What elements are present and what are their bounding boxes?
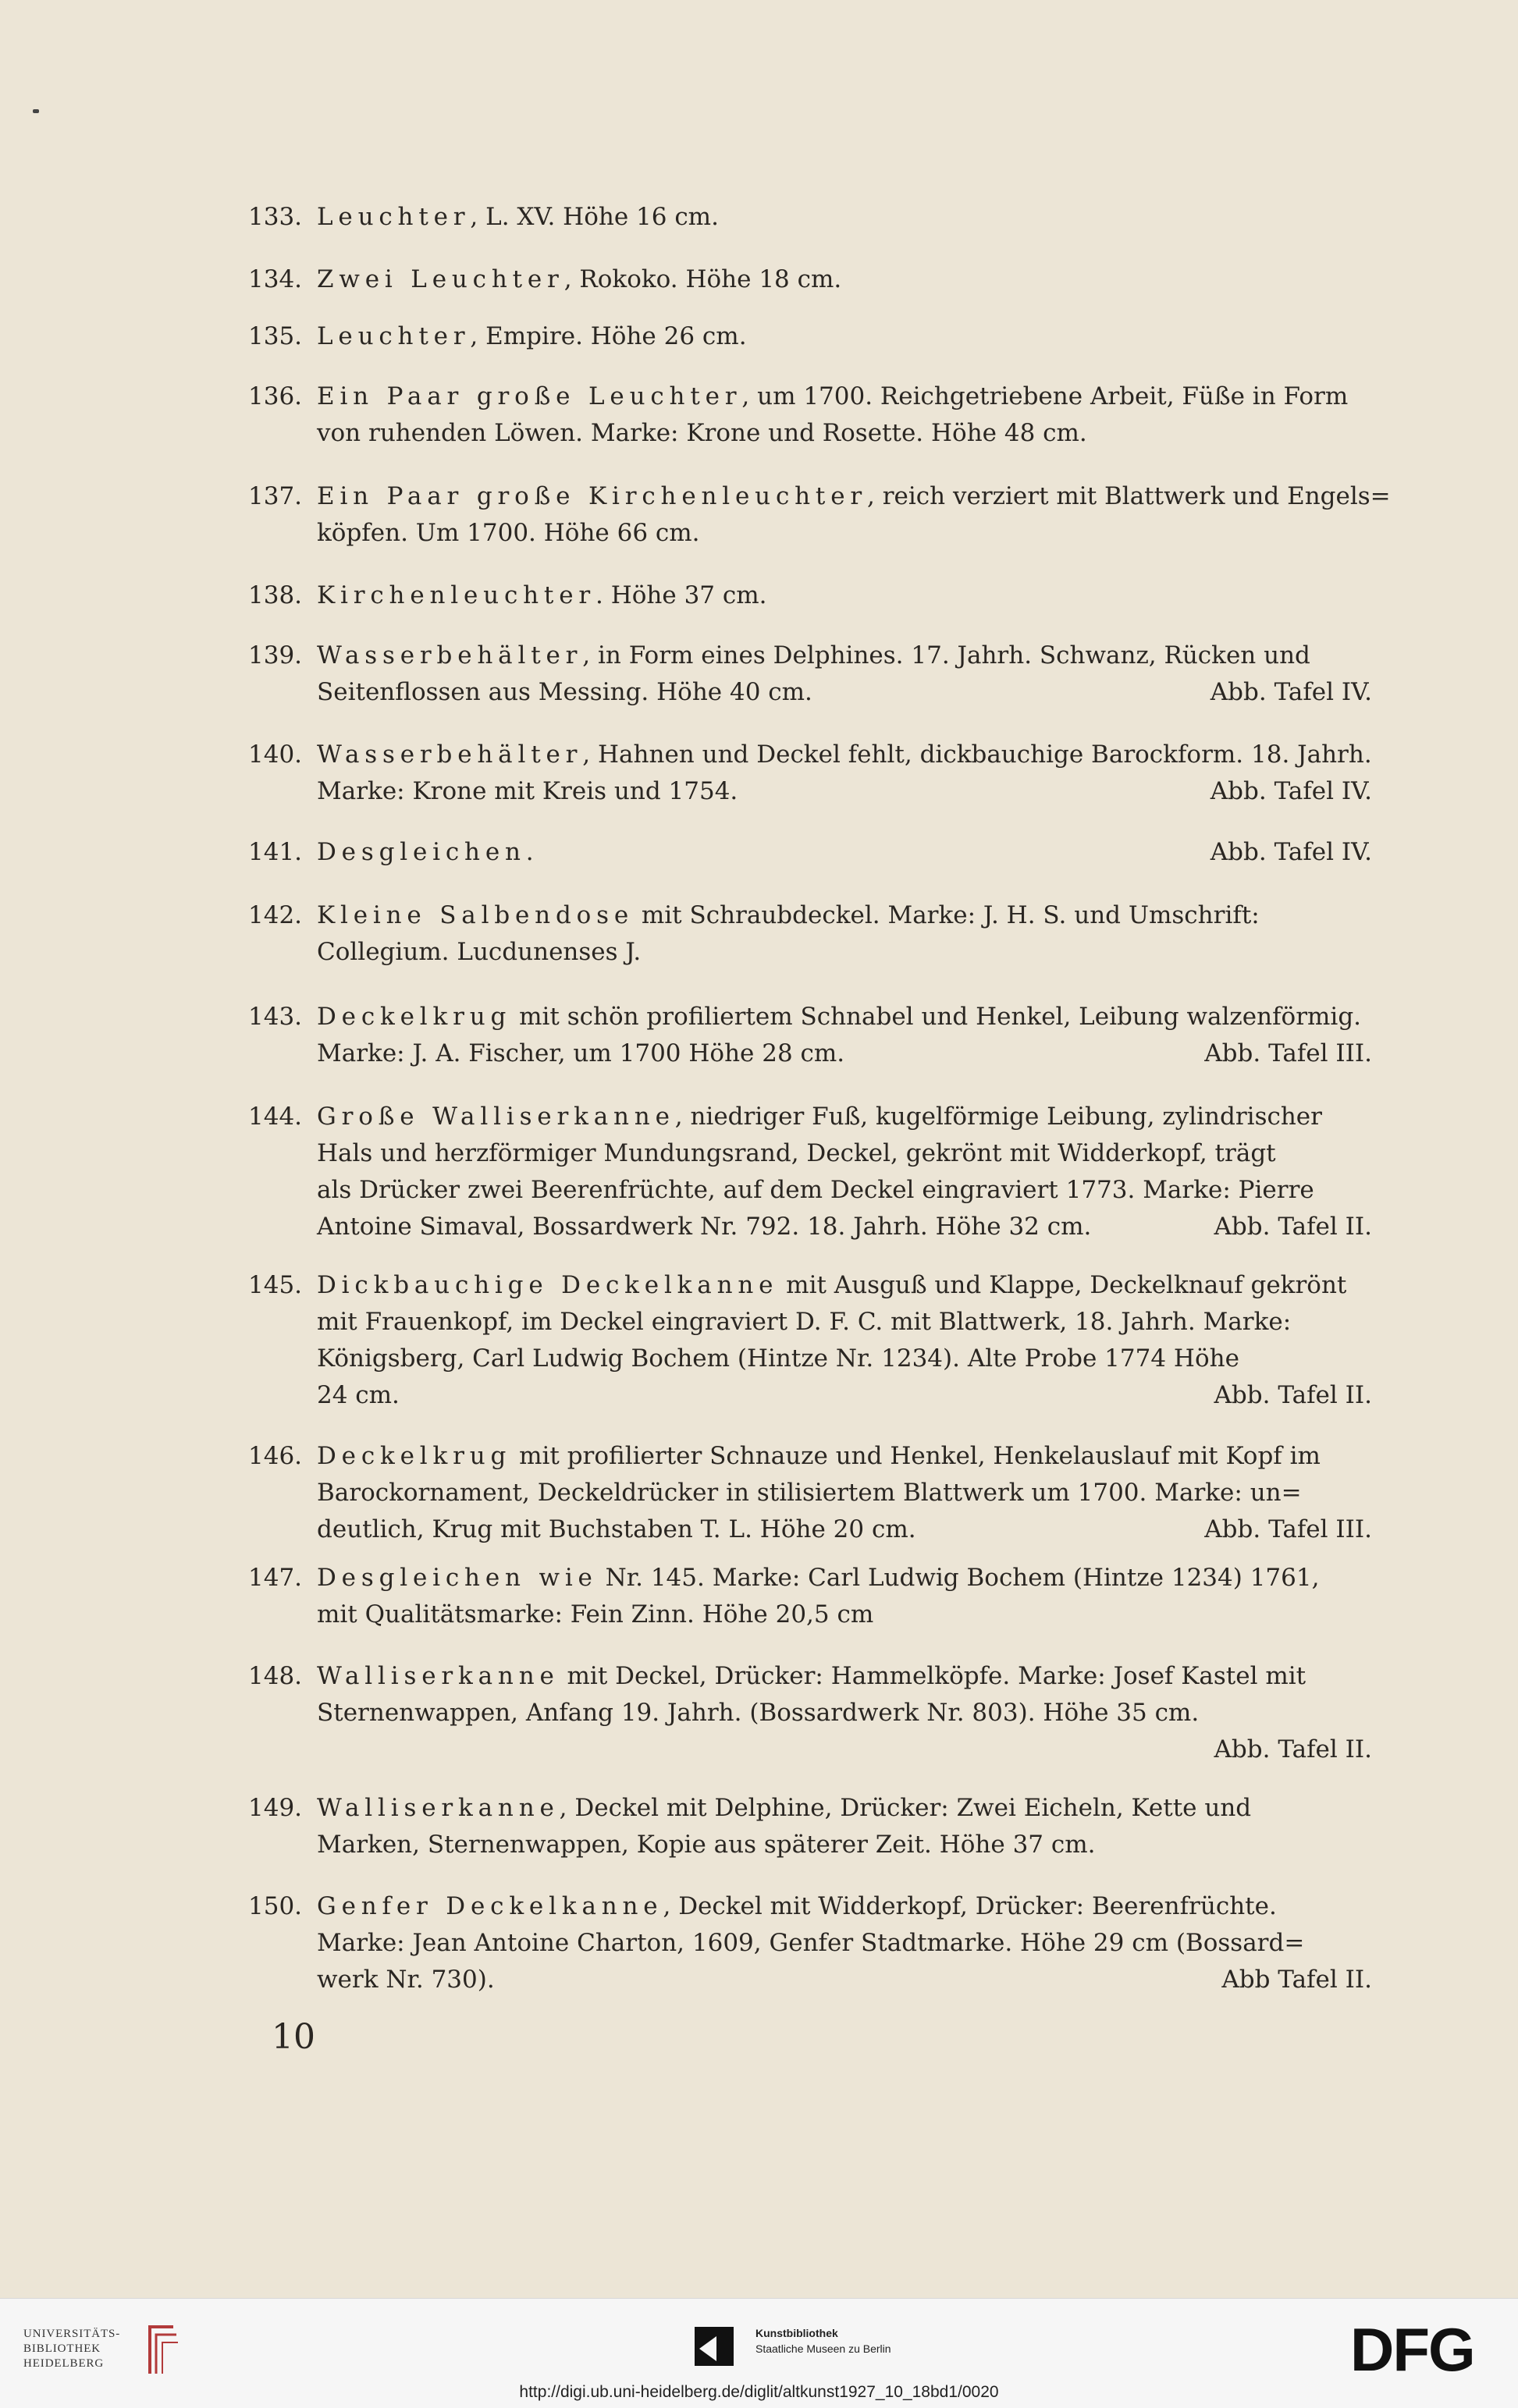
entry-line bbox=[317, 1304, 1372, 1341]
entry-line bbox=[317, 1267, 1372, 1304]
catalog-entry bbox=[248, 318, 1372, 355]
entry-line bbox=[317, 1560, 1372, 1596]
entry-line bbox=[317, 1511, 1372, 1548]
entry-line-text: Wasserbehälter, in Form eines Delphines. 17. Jahrh. Schwanz, Rücken und bbox=[317, 641, 1310, 669]
entry-line bbox=[317, 897, 1372, 934]
catalog-entry bbox=[248, 199, 1372, 236]
catalog-entry bbox=[248, 638, 1372, 711]
entry-number: 135. bbox=[248, 322, 303, 350]
entry-line-text: Seitenflossen aus Messing. Höhe 40 cm. bbox=[317, 678, 812, 706]
entry-description bbox=[317, 638, 1372, 711]
entry-line-text: Königsberg, Carl Ludwig Bochem (Hintze Nr. 1234). Alte Probe 1774 Höhe bbox=[317, 1344, 1239, 1373]
kunstbibliothek-logo-icon[interactable] bbox=[695, 2327, 734, 2366]
catalog-entry bbox=[248, 1438, 1372, 1548]
university-library-label[interactable] bbox=[23, 2327, 120, 2371]
catalog-entry bbox=[248, 1658, 1372, 1768]
entry-number: 137. bbox=[248, 482, 303, 510]
entry-description bbox=[317, 378, 1372, 452]
university-line: UNIVERSITÄTS- bbox=[23, 2328, 121, 2340]
entry-line bbox=[317, 999, 1372, 1035]
entry-line bbox=[317, 1695, 1372, 1731]
source-url[interactable]: http://digi.ub.uni-heidelberg.de/diglit/altkunst1927_10_18bd1/0020 bbox=[519, 2383, 999, 2401]
entry-line-text: als Drücker zwei Beerenfrüchte, auf dem Deckel eingraviert 1773. Marke: Pierre bbox=[317, 1176, 1314, 1204]
plate-reference: Abb. Tafel II. bbox=[1214, 1213, 1372, 1241]
entry-line-text: Leuchter, Empire. Höhe 26 cm. bbox=[317, 322, 747, 350]
entry-description bbox=[317, 1438, 1372, 1548]
entry-description bbox=[317, 1888, 1372, 1998]
entry-description bbox=[317, 577, 1372, 614]
entry-number: 146. bbox=[248, 1442, 303, 1470]
entry-description bbox=[317, 737, 1372, 810]
entry-line-text: Barockornament, Deckeldrücker in stilisiertem Blattwerk um 1700. Marke: un= bbox=[317, 1479, 1302, 1507]
plate-reference: Abb. Tafel III. bbox=[1204, 1515, 1372, 1543]
entry-number: 143. bbox=[248, 1003, 303, 1031]
entry-number: 141. bbox=[248, 838, 303, 866]
plate-reference: Abb. Tafel II. bbox=[1214, 1735, 1372, 1763]
kunstbibliothek-label[interactable] bbox=[755, 2325, 891, 2357]
entry-line bbox=[317, 737, 1372, 773]
entry-number: 147. bbox=[248, 1564, 303, 1592]
entry-line bbox=[317, 1035, 1372, 1072]
entry-line-text: mit Qualitätsmarke: Fein Zinn. Höhe 20,5 cm bbox=[317, 1600, 874, 1628]
catalog-entry bbox=[248, 1888, 1372, 1998]
plate-reference: Abb. Tafel IV. bbox=[1210, 678, 1372, 706]
entry-line-text: Marke: J. A. Fischer, um 1700 Höhe 28 cm. bbox=[317, 1039, 845, 1067]
entry-number: 148. bbox=[248, 1662, 303, 1690]
plate-reference: Abb. Tafel IV. bbox=[1210, 838, 1372, 866]
entry-description bbox=[317, 834, 1372, 871]
entry-line-text: Deckelkrug mit schön profiliertem Schnabel und Henkel, Leibung walzenförmig. bbox=[317, 1003, 1362, 1031]
entry-line-text: Sternenwappen, Anfang 19. Jahrh. (Bossardwerk Nr. 803). Höhe 35 cm. bbox=[317, 1699, 1200, 1727]
entry-line-text: Kleine Salbendose mit Schraubdeckel. Marke: J. H. S. und Umschrift: bbox=[317, 901, 1260, 929]
catalog-entry bbox=[248, 261, 1372, 298]
entry-line bbox=[317, 1377, 1372, 1414]
entry-number: 138. bbox=[248, 581, 303, 609]
entry-line-text: Collegium. Lucdunenses J. bbox=[317, 938, 642, 966]
entry-number: 133. bbox=[248, 203, 303, 231]
catalog-entry bbox=[248, 999, 1372, 1072]
entry-line bbox=[317, 1925, 1372, 1962]
entry-description bbox=[317, 897, 1372, 971]
entry-number: 140. bbox=[248, 741, 303, 769]
entry-line-text: 24 cm. bbox=[317, 1381, 400, 1409]
entry-description bbox=[317, 999, 1372, 1072]
entry-line-text: Antoine Simaval, Bossardwerk Nr. 792. 18. Jahrh. Höhe 32 cm. bbox=[317, 1213, 1092, 1241]
entry-line-text: Desgleichen. bbox=[317, 838, 534, 866]
entry-description bbox=[317, 199, 1372, 236]
entry-description bbox=[317, 478, 1391, 552]
entry-description bbox=[317, 1658, 1372, 1768]
entry-line bbox=[317, 515, 1372, 552]
entry-number: 150. bbox=[248, 1892, 303, 1920]
catalog-entry bbox=[248, 378, 1372, 452]
entry-line bbox=[317, 1827, 1372, 1863]
entry-description bbox=[317, 261, 1372, 298]
catalog-entry bbox=[248, 1099, 1372, 1245]
entry-line-text: Ein Paar große Kirchenleuchter, reich verziert mit Blattwerk und Engels= bbox=[317, 482, 1391, 510]
entry-line bbox=[317, 1438, 1372, 1475]
entry-line-text: Zwei Leuchter, Rokoko. Höhe 18 cm. bbox=[317, 265, 842, 293]
catalog-entry bbox=[248, 737, 1372, 810]
entry-description bbox=[317, 1790, 1372, 1863]
entry-line-text: Marke: Krone mit Kreis und 1754. bbox=[317, 777, 738, 805]
entry-line bbox=[317, 1658, 1372, 1695]
entry-line bbox=[317, 1341, 1372, 1377]
entry-line-text: Hals und herzförmiger Mundungsrand, Deckel, gekrönt mit Widderkopf, trägt bbox=[317, 1139, 1276, 1167]
entry-line bbox=[317, 1596, 1372, 1633]
plate-reference: Abb. Tafel II. bbox=[1214, 1381, 1372, 1409]
entry-line bbox=[317, 1962, 1372, 1998]
entry-line bbox=[317, 415, 1372, 452]
catalog-entry bbox=[248, 1790, 1372, 1863]
entry-line bbox=[317, 638, 1372, 674]
catalog-entry bbox=[248, 897, 1372, 971]
entry-line-text: Dickbauchige Deckelkanne mit Ausguß und Klappe, Deckelknauf gekrönt bbox=[317, 1271, 1347, 1299]
entry-line-text: köpfen. Um 1700. Höhe 66 cm. bbox=[317, 519, 700, 547]
entry-line bbox=[317, 577, 1372, 614]
entry-line bbox=[317, 1209, 1372, 1245]
entry-line-text: von ruhenden Löwen. Marke: Krone und Rosette. Höhe 48 cm. bbox=[317, 419, 1087, 447]
entry-description bbox=[317, 1560, 1372, 1633]
entry-line-text: Marken, Sternenwappen, Kopie aus späterer Zeit. Höhe 37 cm. bbox=[317, 1831, 1096, 1859]
entry-line-text: Ein Paar große Leuchter, um 1700. Reichgetriebene Arbeit, Füße in Form bbox=[317, 382, 1349, 410]
library-name: Kunstbibliothek bbox=[755, 2327, 838, 2339]
entry-line bbox=[317, 318, 1372, 355]
entry-line bbox=[317, 1135, 1372, 1172]
entry-number: 145. bbox=[248, 1271, 303, 1299]
entry-description bbox=[317, 318, 1372, 355]
entry-line bbox=[317, 261, 1372, 298]
heidelberg-logo-icon[interactable] bbox=[142, 2319, 181, 2381]
entry-line-text: Deckelkrug mit profilierter Schnauze und Henkel, Henkelauslauf mit Kopf im bbox=[317, 1442, 1321, 1470]
plate-reference: Abb. Tafel IV. bbox=[1210, 777, 1372, 805]
entry-number: 144. bbox=[248, 1103, 303, 1131]
entry-number: 139. bbox=[248, 641, 303, 669]
entry-line bbox=[317, 1790, 1372, 1827]
entry-line-text: Leuchter, L. XV. Höhe 16 cm. bbox=[317, 203, 719, 231]
catalog-entry bbox=[248, 478, 1391, 552]
entry-line bbox=[317, 199, 1372, 236]
entry-description bbox=[317, 1267, 1372, 1414]
entry-line bbox=[317, 773, 1372, 810]
entry-line bbox=[317, 1888, 1372, 1925]
entry-line-text: Walliserkanne, Deckel mit Delphine, Drücker: Zwei Eicheln, Kette und bbox=[317, 1794, 1252, 1822]
entry-line-text: werk Nr. 730). bbox=[317, 1966, 495, 1994]
library-subtitle: Staatliche Museen zu Berlin bbox=[755, 2342, 891, 2355]
entry-line bbox=[317, 1731, 1372, 1768]
entry-number: 136. bbox=[248, 382, 303, 410]
plate-reference: Abb. Tafel III. bbox=[1204, 1039, 1372, 1067]
entry-line-text: Marke: Jean Antoine Charton, 1609, Genfer Stadtmarke. Höhe 29 cm (Bossard= bbox=[317, 1929, 1305, 1957]
university-line: HEIDELBERG bbox=[23, 2357, 105, 2370]
entry-line-text: Desgleichen wie Nr. 145. Marke: Carl Ludwig Bochem (Hintze 1234) 1761, bbox=[317, 1564, 1320, 1592]
catalog-entry bbox=[248, 834, 1372, 871]
entry-line-text: deutlich, Krug mit Buchstaben T. L. Höhe 20 cm. bbox=[317, 1515, 916, 1543]
page-number: 10 bbox=[272, 2017, 315, 2057]
entry-line bbox=[317, 478, 1391, 515]
entry-line bbox=[317, 934, 1372, 971]
entry-line-text: Wasserbehälter, Hahnen und Deckel fehlt, dickbauchige Barockform. 18. Jahrh. bbox=[317, 741, 1372, 769]
entry-line-text: Große Walliserkanne, niedriger Fuß, kugelförmige Leibung, zylindrischer bbox=[317, 1103, 1322, 1131]
entry-number: 134. bbox=[248, 265, 303, 293]
entry-number: 149. bbox=[248, 1794, 303, 1822]
plate-reference: Abb Tafel II. bbox=[1221, 1966, 1372, 1994]
entry-line-text: Walliserkanne mit Deckel, Drücker: Hammelköpfe. Marke: Josef Kastel mit bbox=[317, 1662, 1306, 1690]
entry-number: 142. bbox=[248, 901, 303, 929]
university-line: BIBLIOTHEK bbox=[23, 2342, 101, 2355]
catalog-entry bbox=[248, 1560, 1372, 1633]
catalog-entry bbox=[248, 1267, 1372, 1414]
scan-speck bbox=[33, 109, 39, 113]
entry-line bbox=[317, 674, 1372, 711]
entry-description bbox=[317, 1099, 1372, 1245]
dfg-logo[interactable]: DFG bbox=[1350, 2315, 1474, 2384]
entry-line bbox=[317, 1099, 1372, 1135]
entry-line bbox=[317, 1475, 1372, 1511]
entry-line bbox=[317, 378, 1372, 415]
entry-line bbox=[317, 1172, 1372, 1209]
entry-line-text: Genfer Deckelkanne, Deckel mit Widderkopf, Drücker: Beerenfrüchte. bbox=[317, 1892, 1277, 1920]
entry-line-text: Kirchenleuchter. Höhe 37 cm. bbox=[317, 581, 767, 609]
catalog-entry bbox=[248, 577, 1372, 614]
digitization-footer bbox=[0, 2298, 1518, 2408]
entry-line bbox=[317, 834, 1372, 871]
entry-line-text: mit Frauenkopf, im Deckel eingraviert D. F. C. mit Blattwerk, 18. Jahrh. Marke: bbox=[317, 1308, 1292, 1336]
